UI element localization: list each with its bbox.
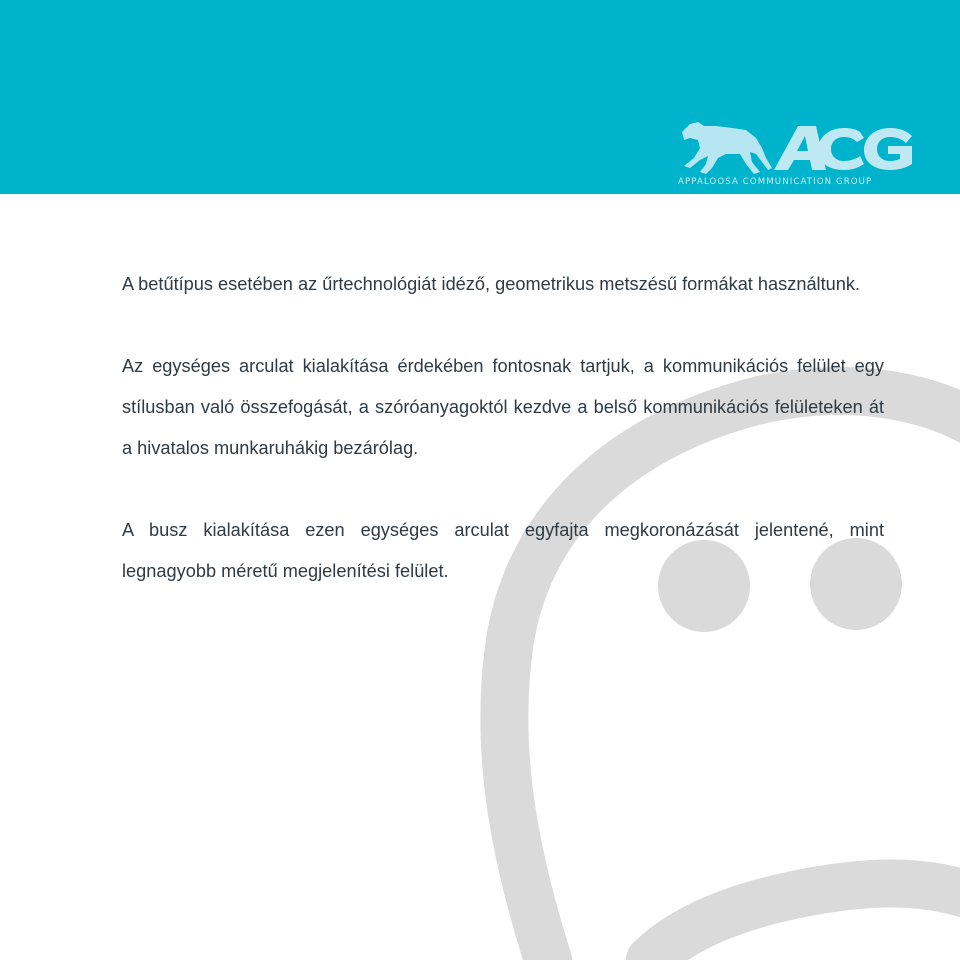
logo-tagline: APPALOOSA COMMUNICATION GROUP — [678, 177, 873, 187]
paragraph-typeface: A betűtípus esetében az űrtechnológiát idéző, geometrikus metszésű formákat használtunk. — [122, 274, 861, 294]
paragraph-bus: A busz kialakítása ezen egységes arculat egyfajta megkoronázását jelentené, mint legnagyobb méretű megjelenítési felület. — [122, 520, 884, 581]
horse-icon — [676, 118, 916, 178]
acg-logo — [676, 118, 916, 192]
paragraph-identity: Az egységes arculat kialakítása érdekében fontosnak tartjuk, a kommunikációs felület egy stílusban való összefogását, a szóróanyagoktól kezdve a belső kommunikációs felületeken át a hivatalos munkaruhákig bezárólag. — [122, 356, 884, 458]
body-text — [122, 264, 884, 592]
header-band — [0, 0, 960, 194]
